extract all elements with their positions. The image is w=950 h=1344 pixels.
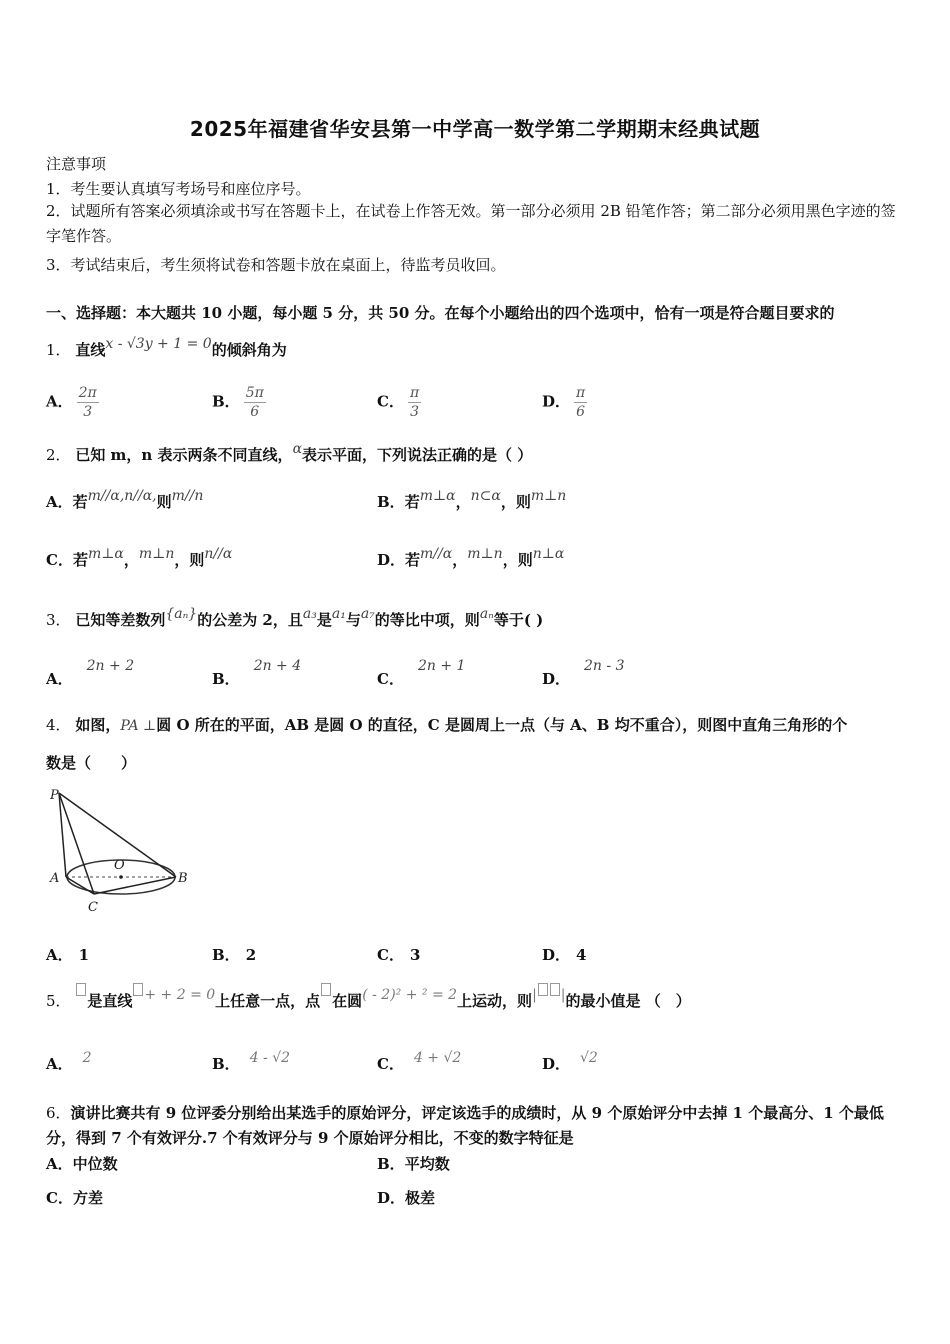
q3-text-5: 的等比中项，则 <box>374 611 480 629</box>
option-ruo: 若 <box>404 493 420 511</box>
line-equation: + + 2 = 0 <box>144 987 216 1003</box>
option-expr: 2n + 4 <box>253 658 302 674</box>
q1-number: 1． <box>46 341 71 359</box>
q5-option-c[interactable] <box>377 1050 462 1074</box>
q4-text-1: 如图， <box>75 716 121 734</box>
condition-1: m//α <box>420 546 453 562</box>
q4-text-3: 数是（ ） <box>46 754 137 772</box>
question-4 <box>46 714 847 735</box>
q4-text-2: 圆 O 所在的平面，AB 是圆 O 的直径，C 是圆周上一点（与 A、B 均不重合），则图中直角三角形的个 <box>156 716 848 734</box>
missing-glyph-icon <box>550 983 560 996</box>
segment-pc <box>59 793 94 894</box>
q4-option-b[interactable] <box>212 944 256 965</box>
conclusion: m⊥n <box>530 488 567 504</box>
option-label: C． <box>377 946 404 964</box>
q1-pre: 直线 <box>75 341 106 359</box>
numerator: π <box>409 385 420 401</box>
option-label: B． <box>212 946 240 964</box>
option-value: 1 <box>78 946 90 964</box>
section-heading: 一、选择题：本大题共 10 小题，每小题 5 分，共 50 分。在每个小题给出的四个选项中，恰有一项是符合题目要求的 <box>46 304 835 322</box>
option-value: 2 <box>245 946 257 964</box>
label-a: A <box>50 871 60 886</box>
a3-symbol: a₃ <box>302 606 317 622</box>
option-expr: 2 <box>82 1050 92 1066</box>
option-text: 平均数 <box>404 1155 450 1173</box>
cone-figure <box>44 785 194 920</box>
q1-expr: x - √3y + 1 = 0 <box>105 336 212 352</box>
q4-option-d[interactable] <box>542 944 586 965</box>
option-label: A． <box>46 1055 73 1073</box>
q1-option-d[interactable] <box>542 384 587 421</box>
page-title: 2025年福建省华安县第一中学高一数学第二学期期末经典试题 <box>189 117 761 141</box>
question-2 <box>46 441 533 465</box>
numerator: 2π <box>78 385 97 401</box>
q5-text-5: 的最小值是 （ ） <box>565 992 691 1010</box>
segment-ac <box>66 877 94 894</box>
option-label: B． <box>212 1055 240 1073</box>
option-label: D． <box>542 946 571 964</box>
q2-option-d[interactable] <box>377 546 565 570</box>
q2-post: 表示平面，下列说法正确的是（ ） <box>302 446 533 464</box>
q3-text-3: 是 <box>316 611 332 629</box>
missing-glyph-icon <box>321 983 331 996</box>
q2-pre: 已知 m，n 表示两条不同直线， <box>75 446 293 464</box>
label-c: C <box>88 900 98 915</box>
option-text: 方差 <box>72 1189 103 1207</box>
option-expr: 4 + √2 <box>413 1050 462 1066</box>
option-label: B． <box>212 670 240 688</box>
option-text: 极差 <box>405 1189 436 1207</box>
separator: ， <box>452 551 468 569</box>
option-label: C． <box>377 670 404 688</box>
option-label: C． <box>46 551 73 569</box>
q2-option-c[interactable] <box>46 546 233 570</box>
q3-option-d[interactable] <box>542 658 625 689</box>
option-label: D． <box>377 551 406 569</box>
q6-text: 演讲比赛共有 9 位评委分别给出某选手的原始评分，评定该选手的成绩时，从 9 个原始评分中去掉 1 个最高分、1 个最低分，得到 7 个有效评分.7 个有效评分与 9 个原始评分相比，不变的数字特征是 <box>46 1104 884 1147</box>
q6-option-a[interactable] <box>46 1153 118 1174</box>
missing-glyph-icon <box>76 983 86 996</box>
option-label: A． <box>46 670 73 688</box>
question-5 <box>46 987 691 1011</box>
q4-option-c[interactable] <box>377 944 420 965</box>
segment-bc <box>94 877 176 894</box>
option-label: D． <box>542 392 571 411</box>
option-expr: 2n + 1 <box>417 658 466 674</box>
option-label: B． <box>212 392 240 411</box>
q3-option-b[interactable] <box>212 658 302 689</box>
q5-option-d[interactable] <box>542 1050 598 1074</box>
alpha-symbol: α <box>292 441 303 457</box>
notice-item-2: 2．试题所有答案必须填涂或书写在答题卡上，在试卷上作答无效。第一部分必须用 2B 铅笔作答；第二部分必须用黑色字迹的签字笔作答。 <box>46 202 896 245</box>
separator: ， <box>455 493 471 511</box>
conclusion: n//α <box>204 546 233 562</box>
q6-option-c[interactable] <box>46 1187 103 1208</box>
q2-number: 2． <box>46 446 71 464</box>
question-3 <box>46 606 544 630</box>
notice-heading: 注意事项 <box>46 155 107 173</box>
option-text: 中位数 <box>72 1155 118 1173</box>
option-label: A． <box>46 392 73 411</box>
q6-number: 6． <box>46 1104 71 1122</box>
condition-2: m⊥n <box>138 546 175 562</box>
q3-number: 3． <box>46 611 71 629</box>
option-ze: 则 <box>156 493 172 511</box>
q5-text-2: 上任意一点，点 <box>215 992 321 1010</box>
q6-option-b[interactable] <box>377 1153 450 1174</box>
conclusion: n⊥α <box>532 546 565 562</box>
condition-1: m//α,n//α, <box>87 488 157 504</box>
option-ruo: 若 <box>72 493 88 511</box>
option-label: B． <box>377 493 405 511</box>
condition-2: n⊂α <box>470 488 501 504</box>
conclusion: m//n <box>171 488 204 504</box>
question-1 <box>46 336 287 360</box>
q1-post: 的倾斜角为 <box>211 341 287 359</box>
option-value: 4 <box>576 946 587 964</box>
q5-number: 5． <box>46 992 71 1010</box>
q1-option-a[interactable] <box>46 384 99 421</box>
a7-symbol: a₇ <box>360 606 375 622</box>
option-label: A． <box>46 946 73 964</box>
option-expr: 2n - 3 <box>584 658 625 674</box>
q3-option-c[interactable] <box>377 658 466 689</box>
denominator: 3 <box>83 404 93 420</box>
option-label: D． <box>542 1055 571 1073</box>
circle-equation: ( - 2)² + ² = 2 <box>362 987 458 1003</box>
label-p: P <box>50 788 59 803</box>
option-expr: √2 <box>580 1050 598 1066</box>
label-b: B <box>178 871 188 886</box>
denominator: 3 <box>410 404 420 420</box>
q2-option-b[interactable] <box>377 488 567 512</box>
option-label: D． <box>542 670 571 688</box>
option-label: A． <box>46 493 73 511</box>
notice-item-1: 1．考生要认真填写考场号和座位序号。 <box>46 180 311 198</box>
a1-symbol: a₁ <box>331 606 346 622</box>
q1-option-b[interactable] <box>212 384 266 421</box>
separator: ， <box>123 551 139 569</box>
q2-option-a[interactable] <box>46 488 204 512</box>
fraction <box>574 384 587 421</box>
option-label: D． <box>377 1189 406 1207</box>
notice-item-3: 3．考试结束后，考生须将试卷和答题卡放在桌面上，待监考员收回。 <box>46 256 506 274</box>
missing-glyph-icon <box>538 983 548 996</box>
q4-option-a[interactable] <box>46 944 89 965</box>
missing-glyph-icon <box>133 983 143 996</box>
q6-option-d[interactable] <box>377 1187 435 1208</box>
option-ruo: 若 <box>72 551 88 569</box>
q3-text-6: 等于( ) <box>493 611 544 629</box>
condition-1: m⊥α <box>87 546 124 562</box>
q5-option-a[interactable] <box>46 1050 92 1074</box>
option-expr: 4 - √2 <box>249 1050 291 1066</box>
option-label: C． <box>377 392 404 411</box>
q5-option-b[interactable] <box>212 1050 291 1074</box>
an-symbol: aₙ <box>479 606 494 622</box>
denominator: 6 <box>250 404 260 420</box>
q3-text-4: 与 <box>345 611 361 629</box>
numerator: 5π <box>245 385 264 401</box>
option-ruo: 若 <box>405 551 421 569</box>
q4-expr: PA ⊥ <box>120 718 157 734</box>
option-expr: 2n + 2 <box>86 658 135 674</box>
condition-2: m⊥n <box>467 546 503 562</box>
label-o: O <box>114 858 125 873</box>
q3-option-a[interactable] <box>46 658 135 689</box>
question-6 <box>46 1101 908 1151</box>
abs-bars: | | <box>532 987 565 1003</box>
q3-text-2: 的公差为 2，且 <box>197 611 303 629</box>
segment-pa <box>59 793 66 877</box>
q3-text-1: 已知等差数列 <box>75 611 166 629</box>
option-label: A． <box>46 1155 73 1173</box>
fraction <box>408 384 421 421</box>
q4-number: 4． <box>46 716 71 734</box>
fraction <box>77 384 99 421</box>
condition-1: m⊥α <box>419 488 456 504</box>
fraction <box>244 384 266 421</box>
q5-text-1: 是直线 <box>87 992 133 1010</box>
option-value: 3 <box>409 946 421 964</box>
sequence-symbol: {aₙ} <box>165 606 198 622</box>
q1-option-c[interactable] <box>377 384 421 421</box>
option-ze: ，则 <box>174 551 205 569</box>
option-label: C． <box>377 1055 404 1073</box>
option-label: B． <box>377 1155 405 1173</box>
option-ze: ，则 <box>502 551 533 569</box>
option-ze: ，则 <box>500 493 531 511</box>
q5-text-3: 在圆 <box>332 992 363 1010</box>
numerator: π <box>576 385 586 401</box>
option-label: C． <box>46 1189 73 1207</box>
center-point <box>119 875 123 879</box>
q5-text-4: 上运动，则 <box>457 992 533 1010</box>
denominator: 6 <box>576 404 586 420</box>
